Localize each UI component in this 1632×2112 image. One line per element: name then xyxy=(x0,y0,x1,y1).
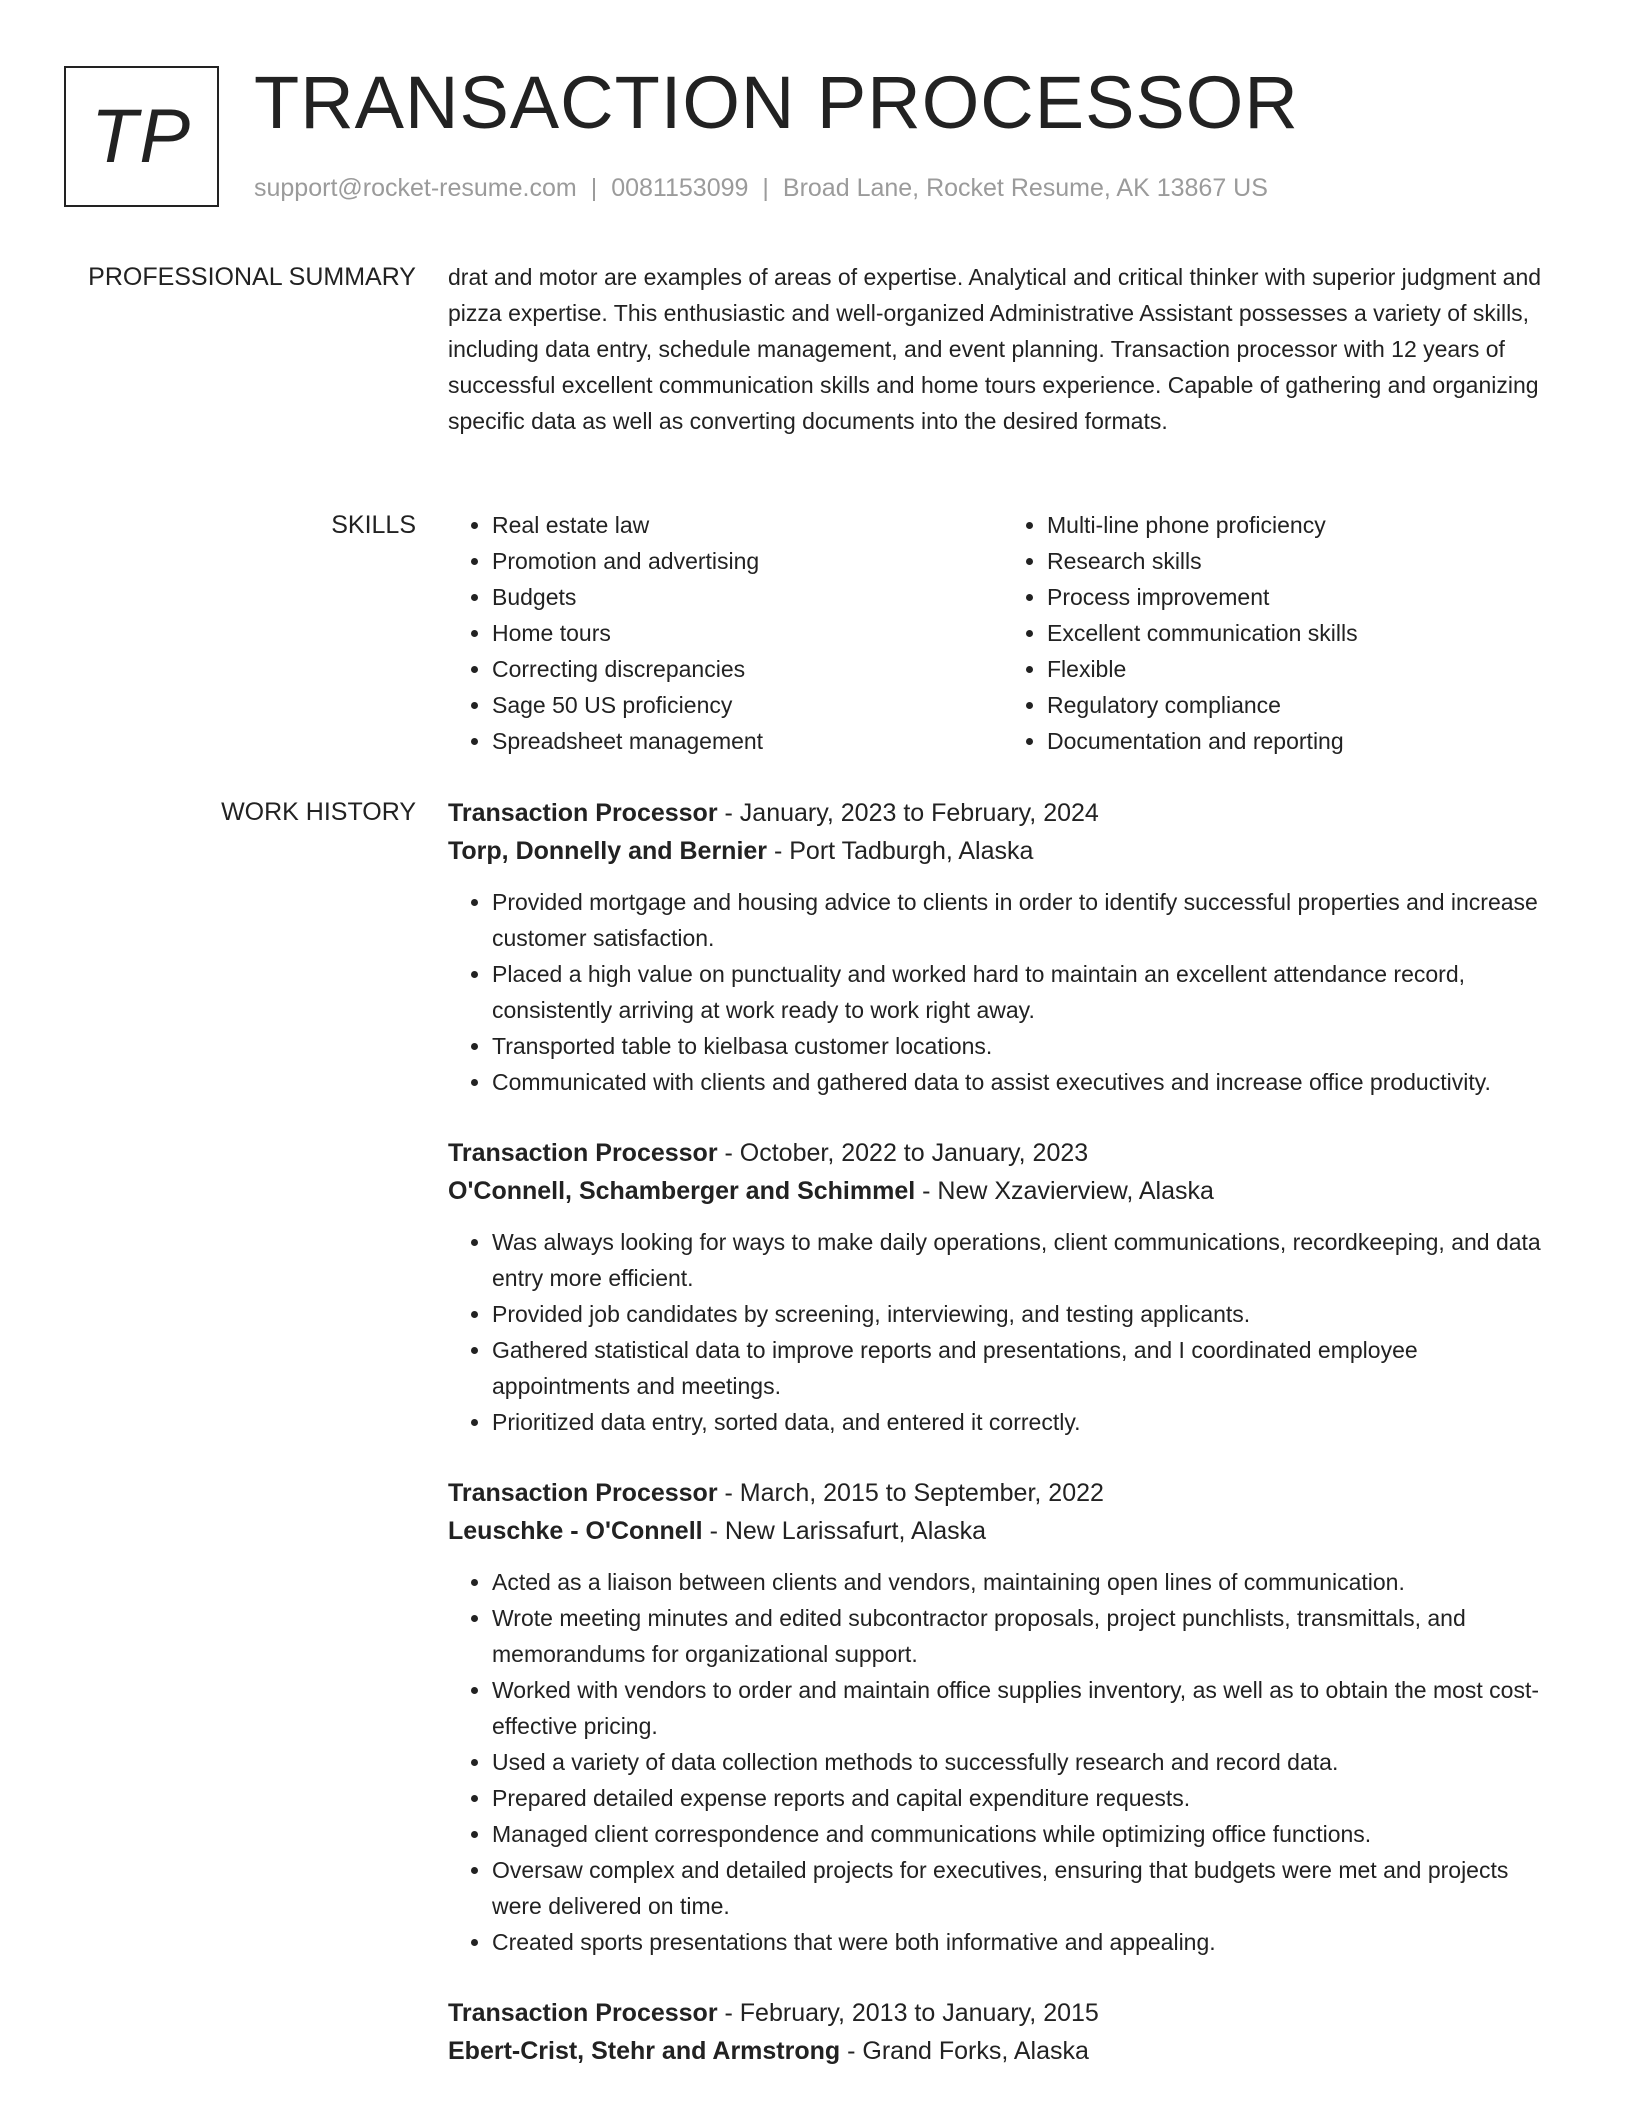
work-history-heading: WORK HISTORY xyxy=(221,798,416,826)
job-title-line xyxy=(448,1134,1558,1172)
skill-item: • Promotion and advertising xyxy=(492,543,1003,579)
job-title-line xyxy=(448,1994,1558,2032)
skill-item: • Multi-line phone proficiency xyxy=(1047,507,1558,543)
skill-item: • Research skills xyxy=(1047,543,1558,579)
summary-text: drat and motor are examples of areas of expertise. Analytical and critical thinker with superior judgment and pizza expertise. This enthusiastic and well-organized Administrative Assistant possesses a variety of skills, including data entry, schedule management, and event planning. Transaction processor with 12 years of successful excellent communication skills and home tours experience. Capable of gathering and organizing specific data as well as converting documents into the desired formats. xyxy=(448,264,1542,434)
contact-phone: 0081153099 xyxy=(611,174,749,202)
job-dates: - February, 2013 to January, 2015 xyxy=(724,1999,1099,2027)
job-bullets xyxy=(448,1224,1558,1440)
job-dates: - January, 2023 to February, 2024 xyxy=(724,799,1099,827)
job-bullet: • Placed a high value on punctuality and worked hard to maintain an excellent attendance record, consistently arriving at work ready to work right away. xyxy=(492,956,1558,1028)
job-bullet: • Prioritized data entry, sorted data, and entered it correctly. xyxy=(492,1404,1558,1440)
skill-item: • Real estate law xyxy=(492,507,1003,543)
job-company: Leuschke - O'Connell xyxy=(448,1517,703,1545)
job-company-line xyxy=(448,1172,1558,1210)
contact-separator: | xyxy=(590,174,598,202)
contact-line xyxy=(254,174,1268,203)
skill-item: • Spreadsheet management xyxy=(492,723,1003,759)
resume-name: TRANSACTION PROCESSOR xyxy=(254,61,1299,144)
skills-list-left xyxy=(448,507,1003,759)
skill-item: • Correcting discrepancies xyxy=(492,651,1003,687)
summary-heading: PROFESSIONAL SUMMARY xyxy=(88,263,416,291)
job-bullet: • Oversaw complex and detailed projects for executives, ensuring that budgets were met and projects were delivered on time. xyxy=(492,1852,1558,1924)
job-location: - Port Tadburgh, Alaska xyxy=(773,837,1034,865)
skill-item: • Process improvement xyxy=(1047,579,1558,615)
job-bullet: • Acted as a liaison between clients and vendors, maintaining open lines of communication. xyxy=(492,1564,1558,1600)
jobs-list xyxy=(448,794,1558,2104)
job-bullet: • Provided mortgage and housing advice to clients in order to identify successful properties and increase customer satisfaction. xyxy=(492,884,1558,956)
job-bullet: • Prepared detailed expense reports and capital expenditure requests. xyxy=(492,1780,1558,1816)
job-bullet: • Gathered statistical data to improve reports and presentations, and I coordinated employee appointments and meetings. xyxy=(492,1332,1558,1404)
job-company-line xyxy=(448,2032,1558,2070)
job-bullet: • Communicated with clients and gathered data to assist executives and increase office productivity. xyxy=(492,1064,1558,1100)
job-entry xyxy=(448,794,1558,1100)
contact-email: support@rocket-resume.com xyxy=(254,174,577,202)
job-bullet: • Transported table to kielbasa customer locations. xyxy=(492,1028,1558,1064)
skill-item: • Sage 50 US proficiency xyxy=(492,687,1003,723)
job-location: - New Larissafurt, Alaska xyxy=(709,1517,987,1545)
job-bullet: • Wrote meeting minutes and edited subcontractor proposals, project punchlists, transmittals, and memorandums for organizational support. xyxy=(492,1600,1558,1672)
skill-item: • Regulatory compliance xyxy=(1047,687,1558,723)
job-company-line xyxy=(448,832,1558,870)
skill-item: • Budgets xyxy=(492,579,1003,615)
job-title: Transaction Processor xyxy=(448,799,718,827)
skills-heading: SKILLS xyxy=(331,511,416,539)
job-company: O'Connell, Schamberger and Schimmel xyxy=(448,1177,916,1205)
skill-item: • Home tours xyxy=(492,615,1003,651)
job-bullet: • Managed client correspondence and communications while optimizing office functions. xyxy=(492,1816,1558,1852)
job-dates: - October, 2022 to January, 2023 xyxy=(724,1139,1089,1167)
job-entry xyxy=(448,1474,1558,1960)
job-title-line xyxy=(448,1474,1558,1512)
job-company: Ebert-Crist, Stehr and Armstrong xyxy=(448,2037,841,2065)
job-entry xyxy=(448,1994,1558,2070)
job-company-line xyxy=(448,1512,1558,1550)
job-bullets xyxy=(448,1564,1558,1960)
job-entry xyxy=(448,1134,1558,1440)
job-title: Transaction Processor xyxy=(448,1479,718,1507)
contact-separator: | xyxy=(762,174,769,202)
skill-item: • Documentation and reporting xyxy=(1047,723,1558,759)
skill-item: • Flexible xyxy=(1047,651,1558,687)
job-bullet: • Created sports presentations that were both informative and appealing. xyxy=(492,1924,1558,1960)
job-title: Transaction Processor xyxy=(448,1999,718,2027)
job-company: Torp, Donnelly and Bernier xyxy=(448,837,768,865)
job-bullet: • Worked with vendors to order and maintain office supplies inventory, as well as to obtain the most cost-effective pricing. xyxy=(492,1672,1558,1744)
job-bullet: • Provided job candidates by screening, interviewing, and testing applicants. xyxy=(492,1296,1558,1332)
job-dates: - March, 2015 to September, 2022 xyxy=(724,1479,1104,1507)
monogram-logo: TP xyxy=(64,66,219,207)
job-bullet: • Used a variety of data collection methods to successfully research and record data. xyxy=(492,1744,1558,1780)
skills-grid xyxy=(448,507,1558,759)
skill-item: • Excellent communication skills xyxy=(1047,615,1558,651)
job-location: - New Xzavierview, Alaska xyxy=(922,1177,1214,1205)
job-title-line xyxy=(448,794,1558,832)
contact-address: Broad Lane, Rocket Resume, AK 13867 US xyxy=(782,174,1268,202)
job-bullet: • Was always looking for ways to make daily operations, client communications, recordkeeping, and data entry more efficient. xyxy=(492,1224,1558,1296)
job-title: Transaction Processor xyxy=(448,1139,718,1167)
skills-list-right xyxy=(1003,507,1558,759)
job-location: - Grand Forks, Alaska xyxy=(847,2037,1089,2065)
job-bullets xyxy=(448,884,1558,1100)
